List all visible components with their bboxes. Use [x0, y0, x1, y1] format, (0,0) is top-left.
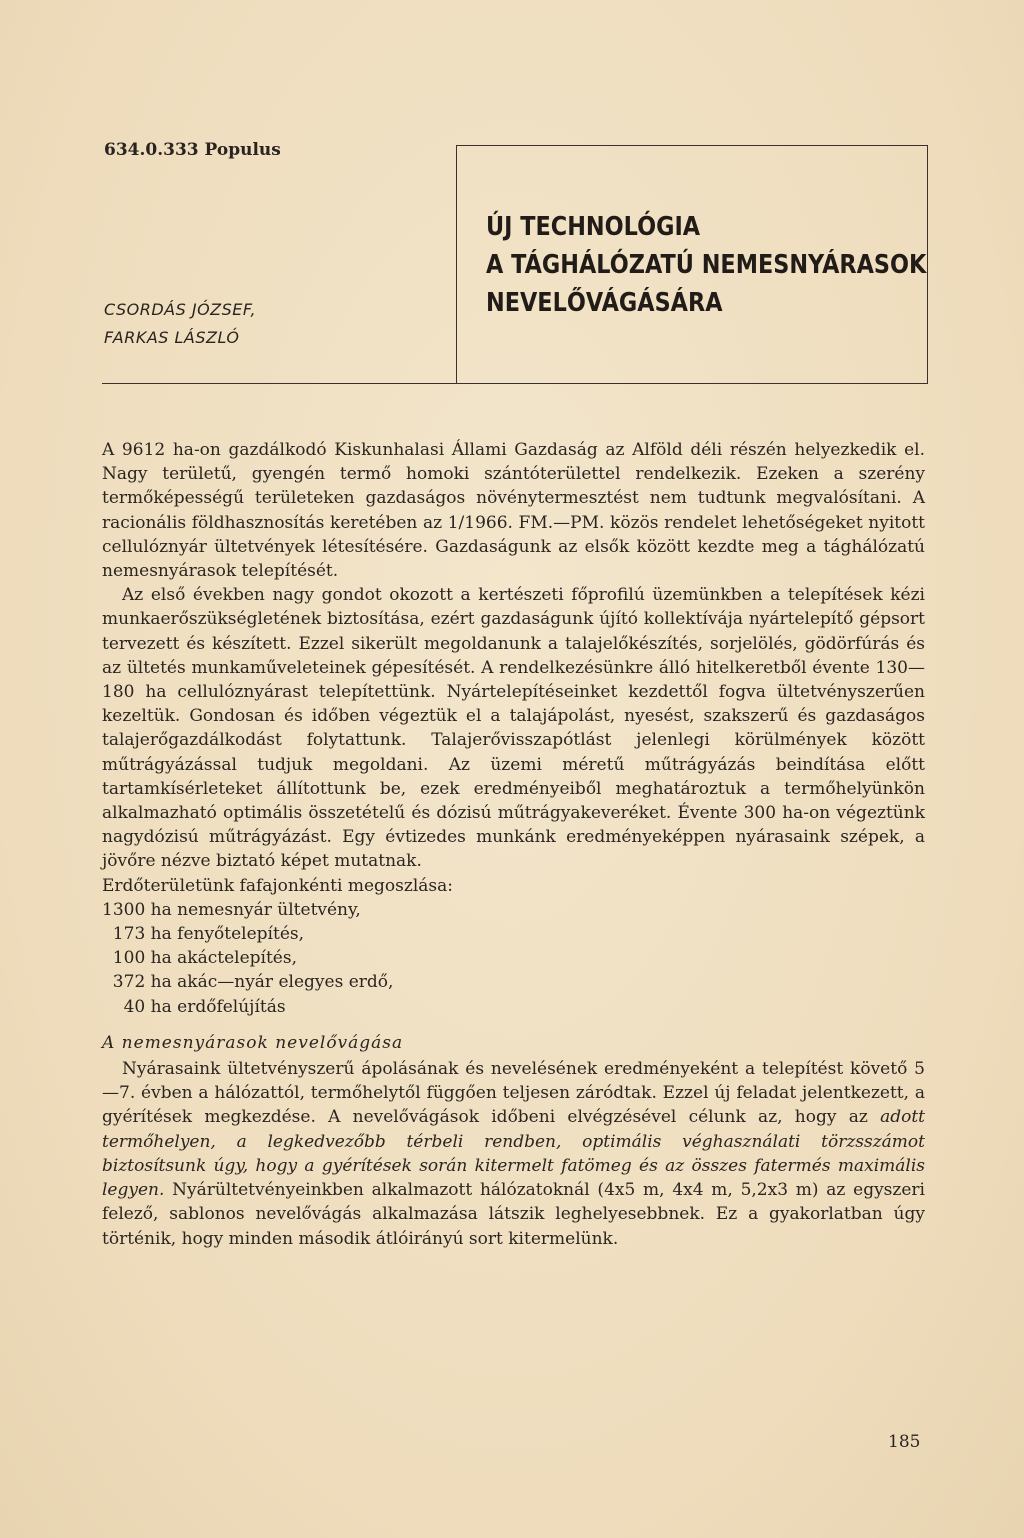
species-list	[102, 898, 925, 1019]
list-item: 100 ha akáctelepítés,	[102, 948, 297, 969]
list-intro: Erdőterületünk fafajonkénti megoszlása:	[102, 875, 453, 896]
title-line-3: NEVELŐVÁGÁSÁRA	[486, 288, 723, 318]
article-body	[102, 438, 925, 1251]
list-item: 1300 ha nemesnyár ültetvény,	[102, 899, 361, 920]
paragraph-1: A 9612 ha-on gazdálkodó Kiskunhalasi Állami Gazdaság az Alföld déli részén helyezkedik el. Nagy területű, gyengén termő homoki szántóterülettel rendelkezik. Ezeken a szerény termőképességű területeken gazdaságos növénytermesztést nem tudtunk megvalósítani. A racionális földhasznosítás keretében az 1/1966. FM.—PM. közös rendelet lehetőségeket nyitott cellulóznyár ültetvények létesítésére. Gazdaságunk az elsők között kezdte meg a tághálózatú nemesnyárasok telepítését.	[102, 440, 925, 582]
paragraph-3-emphasis: adott termőhelyen, a legkedvezőbb térbeli rendben, optimális véghasználati törzsszámot biztosítsunk úgy, hogy a gyérítések során kitermelt fatömeg és az összes fatermés maximális legyen.	[102, 1107, 925, 1201]
header-divider	[102, 383, 928, 384]
author-1: CSORDÁS JÓZSEF,	[104, 300, 257, 319]
title-line-2: A TÁGHÁLÓZATÚ NEMESNYÁRASOK	[486, 250, 927, 280]
paragraph-2: Az első években nagy gondot okozott a kertészeti főprofilú üzemünkben a telepítések kézi munkaerőszükségletének biztosítása, ezért gazdaságunk újító kollektívája nyártelepítő gépsort tervezett és készített. Ezzel sikerült megoldanunk a talajelőkészítés, sorjelölés, gödörfúrás és az ültetés munkaműveleteinek gépesítését. A rendelkezésünkre álló hitelkeretből évente 130—180 ha cellulóznyárast telepítettünk. Nyártelepítéseinket kezdettől fogva ültetvényszerűen kezeltük. Gondosan és időben végeztük el a talajápolást, nyesést, szakszerű és gazdaságos talajerőgazdálkodást folytattunk. Talajerővisszapótlást jelenlegi körülmények között műtrágyázással tudjuk megoldani. Az üzemi méretű műtrágyázás beindítása előtt tartamkísérleteket állítottunk be, ezek eredményeiből meghatároztuk a termőhelyünkön alkalmazható optimális összetételű és dózisú műtrágyakeveréket. Évente 300 ha-on végeztünk nagydózisú műtrágyázást. Egy évtizedes munkánk eredményeképpen nyárasaink szépek, a jövőre nézve biztató képet mutatnak.	[102, 585, 925, 872]
paragraph-3	[102, 1057, 925, 1251]
paragraph-3-end: Nyárültetvényeinkben alkalmazott hálózatoknál (4x5 m, 4x4 m, 5,2x3 m) az egyszeri felező, sablonos nevelővágás alkalmazása látszik leghelyesebbnek. Ez a gyakorlatban úgy történik, hogy minden második átlóirányú sort kitermelünk.	[102, 1180, 925, 1249]
list-item: 372 ha akác—nyár elegyes erdő,	[102, 972, 394, 993]
paragraph-3-start: Nyárasaink ültetvényszerű ápolásának és nevelésének eredményeként a telepítést követő 5—7. évben a hálózattól, termőhelytől függően teljesen záródtak. Ezzel új feladat jelentkezett, a gyérítések megkezdése. A nevelővágások időbeni elvégzésével célunk az, hogy az	[102, 1059, 925, 1128]
list-item: 173 ha fenyőtelepítés,	[102, 924, 305, 945]
section-heading: A nemesnyárasok nevelővágása	[102, 1032, 404, 1053]
title-line-1: ÚJ TECHNOLÓGIA	[486, 212, 701, 242]
list-item: 40 ha erdőfelújítás	[102, 996, 286, 1017]
article-title	[486, 208, 926, 322]
page-number: 185	[888, 1432, 921, 1452]
authors	[104, 296, 256, 352]
author-2: FARKAS LÁSZLÓ	[104, 328, 240, 347]
classification-code: 634.0.333 Populus	[104, 140, 281, 160]
